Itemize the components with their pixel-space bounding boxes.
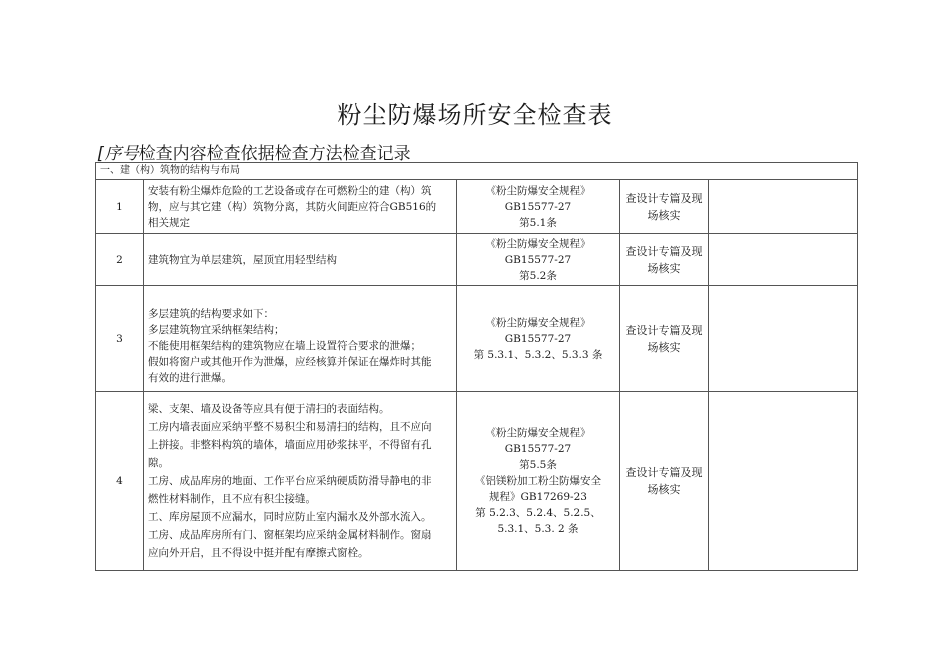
basis-line: 第5.2条 <box>519 269 557 282</box>
check-record-cell[interactable] <box>709 392 858 571</box>
check-basis-cell <box>457 392 620 571</box>
basis-line: 《粉尘防爆安全规程》 <box>485 237 591 250</box>
table-header-line <box>97 139 411 164</box>
content-line: 多层建筑物宜采纳框架结构； <box>148 324 285 336</box>
check-content-cell <box>144 286 457 392</box>
inspection-table <box>95 162 858 571</box>
basis-line: 第5.5条 <box>519 459 557 471</box>
check-content-cell <box>144 234 457 286</box>
table-row <box>96 392 858 571</box>
basis-line: GB15577-27 <box>504 200 572 213</box>
basis-line: 第 5.2.3、5.2.4、5.2.5、 <box>475 507 601 519</box>
basis-line: 《铝镁粉加工粉尘防爆安全 <box>475 475 601 487</box>
check-method-cell <box>620 234 709 286</box>
basis-line: 《粉尘防爆安全规程》 <box>485 427 591 439</box>
table-row <box>96 234 858 286</box>
content-line: 梁、支架、墙及设备等应具有便于清扫的表面结构。 <box>148 403 390 415</box>
page-title: 粉尘防爆场所安全检查表 <box>337 101 613 129</box>
section-row <box>96 163 858 180</box>
content-line: 工房、成品库房的地面、工作平台应采纳硬质防滑导静电的非 <box>148 475 432 487</box>
content-line: 多层建筑的结构要求如下： <box>148 308 274 320</box>
content-line: 相关规定 <box>148 216 190 229</box>
method-line: 场核实 <box>647 208 681 222</box>
content-line: 建筑物宜为单层建筑，屋顶宜用轻型结构 <box>148 253 337 266</box>
content-line: 物，应与其它建（构）筑物分离，其防火间距应符合GB516的 <box>148 200 437 213</box>
basis-line: GB15577-27 <box>504 443 572 455</box>
check-content-cell <box>144 180 457 234</box>
check-basis-cell <box>457 286 620 392</box>
header-bracket: [ <box>97 144 104 164</box>
content-line: 假如将窗户或其他开作为泄爆，应经核算并保证在爆炸时其能 <box>148 356 432 368</box>
basis-line: GB15577-27 <box>504 253 572 266</box>
content-line: 应向外开启，且不得设中挺并配有摩擦式窗栓。 <box>148 547 369 559</box>
basis-line: 第5.1条 <box>519 216 557 229</box>
content-line: 安装有粉尘爆炸危险的工艺设备或存在可燃粉尘的建（构）筑 <box>148 184 432 197</box>
method-line: 场核实 <box>647 261 681 275</box>
basis-line: 《粉尘防爆安全规程》 <box>485 184 591 197</box>
check-record-cell[interactable] <box>709 180 858 234</box>
method-line: 场核实 <box>647 483 681 496</box>
method-line: 查设计专篇及现 <box>625 323 703 337</box>
basis-line: GB15577-27 <box>504 332 572 345</box>
basis-line: 5.3.1、5.3. 2 条 <box>497 523 579 535</box>
row-number: 2 <box>96 234 144 286</box>
method-line: 查设计专篇及现 <box>625 244 703 258</box>
check-record-cell[interactable] <box>709 234 858 286</box>
row-number: 4 <box>96 392 144 571</box>
check-method-cell <box>620 180 709 234</box>
table-row <box>96 180 858 234</box>
content-line: 不能使用框架结构的建筑物应在墙上设置符合要求的泄爆； <box>148 340 421 352</box>
basis-line: 规程》GB17269-23 <box>489 491 587 503</box>
basis-line: 《粉尘防爆安全规程》 <box>485 316 591 329</box>
check-method-cell <box>620 286 709 392</box>
basis-line: 第 5.3.1、5.3.2、5.3.3 条 <box>473 348 603 361</box>
check-record-cell[interactable] <box>709 286 858 392</box>
table-row <box>96 286 858 392</box>
content-line: 工房内墙表面应采纳平整不易积尘和易清扫的结构，且不应向 <box>148 421 432 433</box>
header-columns-label: 检查内容检查依据检查方法检查记录 <box>138 144 411 164</box>
check-method-cell <box>620 392 709 571</box>
content-line: 隙。 <box>148 457 169 469</box>
row-number: 3 <box>96 286 144 392</box>
section-title: 一、建（构）筑物的结构与布局 <box>96 163 858 180</box>
method-line: 场核实 <box>647 340 681 354</box>
content-line: 工房、成品库房所有门、窗框架均应采纳金属材料制作。窗扇 <box>148 529 432 541</box>
check-basis-cell <box>457 180 620 234</box>
check-content-cell <box>144 392 457 571</box>
method-line: 查设计专篇及现 <box>625 191 703 205</box>
content-line: 有效的进行泄爆。 <box>148 372 232 384</box>
header-seq-label: 序号 <box>104 144 139 164</box>
row-number: 1 <box>96 180 144 234</box>
content-line: 燃性材料制作，且不应有积尘接缝。 <box>148 493 316 505</box>
content-line: 上拼接。非整料构筑的墙体，墙面应用砂浆抹平，不得留有孔 <box>148 439 432 451</box>
content-line: 工、库房屋顶不应漏水，同时应防止室内漏水及外部水流入。 <box>148 511 432 523</box>
method-line: 查设计专篇及现 <box>625 466 703 479</box>
check-basis-cell <box>457 234 620 286</box>
